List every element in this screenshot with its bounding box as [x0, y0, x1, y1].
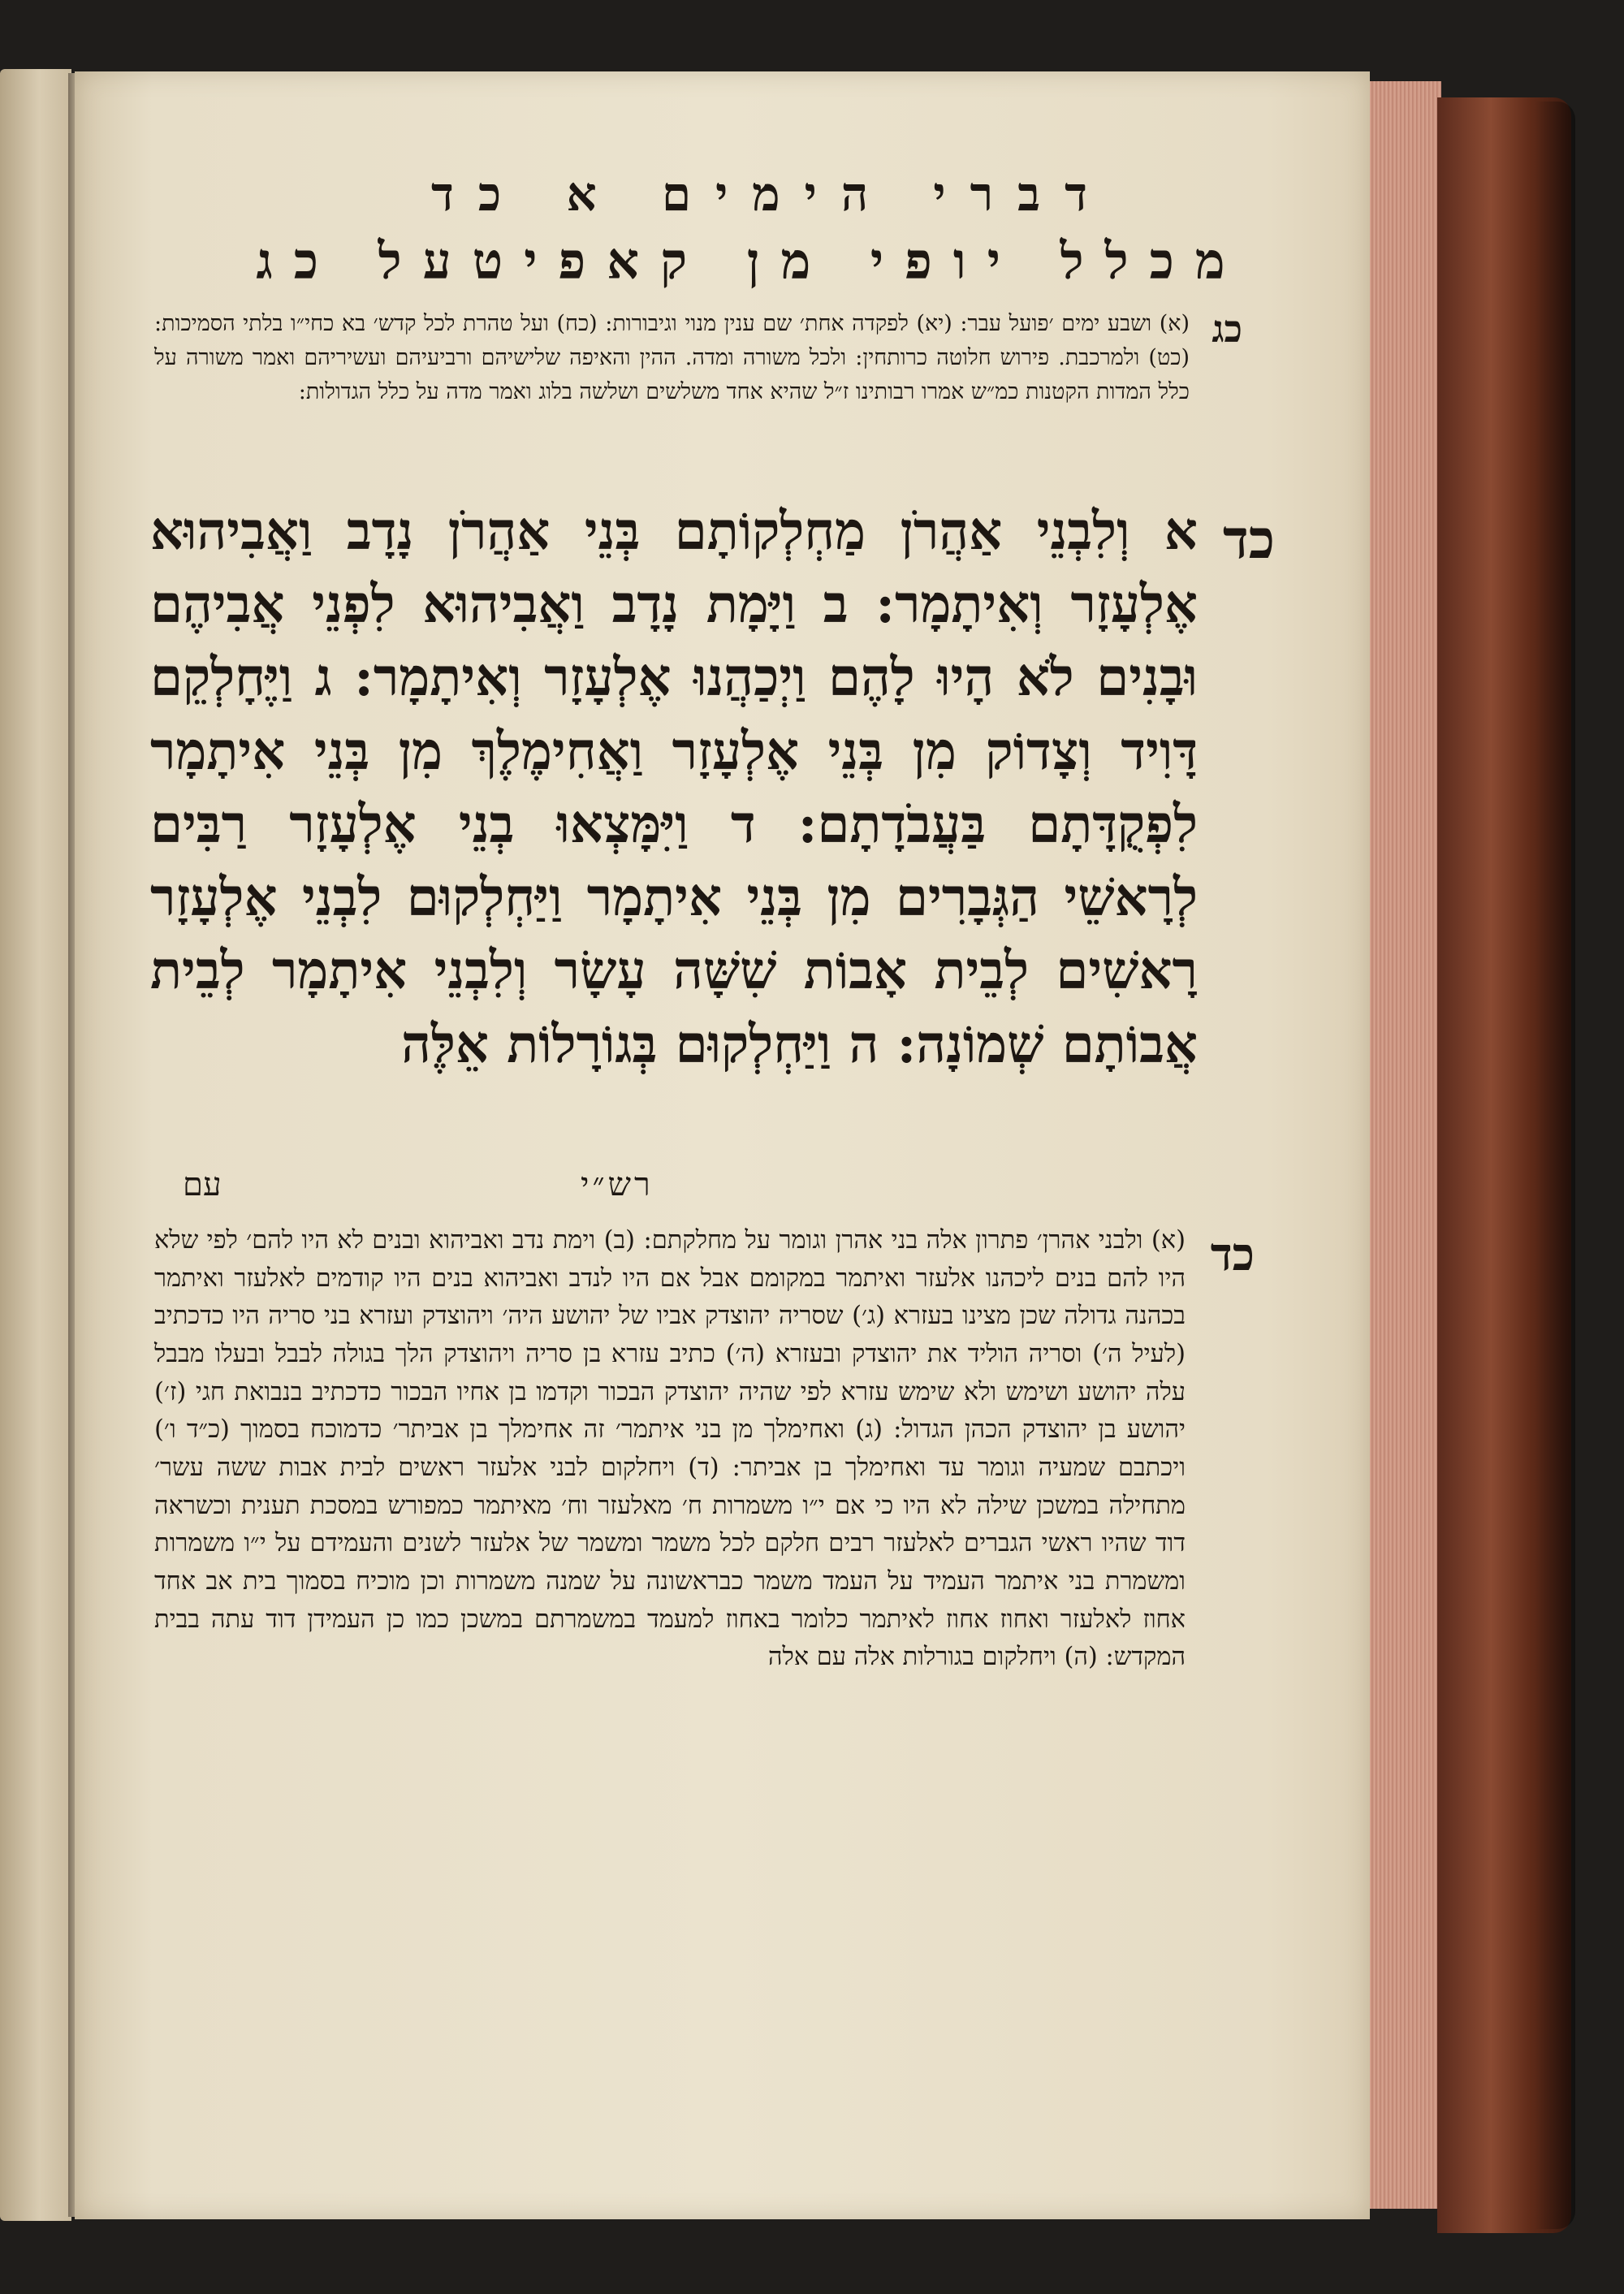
main-text: א וְלִבְנֵי אַהֲרֹן מַחְלְקוֹתָם בְּנֵי אַהֲרֹן נָדָב וַאֲבִיהוּא אֶלְעָזָר וְאִיתָמָר: ב וַיָּמָת נָדָב וַאֲבִיהוּא לִפְנֵי אֲבִיהֶם וּבָנִים לֹא הָיוּ לָהֶם וַיְכַהֲנוּ אֶלְעָזָר וְאִיתָמָר: ג וַיֶּחָלְקֵם דָּוִיד וְצָדוֹק מִן בְּנֵי אֶלְעָזָר וַאֲחִימֶלֶךְ מִן בְּנֵי אִיתָמָר לִפְקֻדָּתָם בַּעֲבֹדָתָם: ד וַיִּמָּצְאוּ בְנֵי אֶלְעָזָר רַבִּים לְרָאשֵׁי הַגְּבָרִים מִן בְּנֵי אִיתָמָר וַיַּחְלְקוּם לִבְנֵי אֶלְעָזָר רָאשִׁים לְבֵית אָבוֹת שִׁשָּׁה עָשָׂר וְלִבְנֵי אִיתָמָר לְבֵית אֲבוֹתָם שְׁמוֹנָה: ה וַיַּחְלְקוּם בְּגוֹרָלוֹת אֵלֶּה — [150, 501, 1199, 1075]
cover-shadow — [1535, 102, 1575, 2229]
rashi-heading: רש״י — [581, 1166, 654, 1203]
running-head: דברי הימים א כד — [431, 166, 1112, 222]
main-text-chapter-label: כד — [1222, 508, 1275, 571]
catchword-row — [150, 1165, 1198, 1210]
chapter-heading: מכלל יופי מן קאפיטעל כג — [256, 231, 1246, 291]
rashi-chapter-label: כד — [1210, 1228, 1255, 1281]
left-page-edge — [0, 69, 71, 2221]
page-edges — [1364, 81, 1441, 2209]
rashi-commentary: (א) ולבני אהרן׳ פתרון אלה בני אהרן וגומר על מחלקתם: (ב) וימת נדב ואביהוא ובנים לא היו להם׳ לפי שלא היו להם בנים ליכהנו אלעזר ואיתמר במקומם אבל אם היו לנדב ואביהוא בנים היו קודמים לאלעזר ואיתמר בכהנה גדולה שכן מצינו בעזרא (ג׳) שסריה יהוצדק אביו של יהושע היה׳ ויהוצדק ועזרא בני סריה היו כדכתיב (לעיל ה׳) וסריה הוליד את יהוצדק ובעזרא (ה׳) כתיב עזרא בן סריה ויהוצדק הלך בגולה לבבל ובעלו מבבל עלה יהושע ושימש ולא שימש עזרא לפי שהיה יהוצדק הבכור וקדמו בן אחיו הבכור כדכתיב בנבואת חגי (ז׳) יהושע בן יהוצדק הכהן הגדול: (ג) ואחימלך מן בני איתמר׳ זה אחימלך בן אביתר׳ כדמוכח בסמוך (כ״ד ו׳) ויכתבם שמעיה וגומר עד ואחימלך בן אביתר: (ד) ויחלקום לבני אלעזר ראשים לבית אבות ששה עשר׳ מתחילה במשכן שילה לא היו כי אם י״ו משמרות ח׳ מאלעזר וח׳ מאיתמר כמפורש במסכת תענית וכשראה דוד שהיו ראשי הגברים לאלעזר רבים חלקם לכל משמר ומשמר של אלעזר לשנים והעמידם על י״ו משמרות ומשמרת בני איתמר העמיד על העמד משמר כבראשונה על שמנה משמרות וכן מוכיח בסמוך בית אב אחד אחוז לאלעזר ואחוז אחוז לאיתמר כלומר באחוז למעמד במשמרתם במשכן כמו כן העמידן דוד עתה בבית המקדש: (ה) ויחלקום בגורלות אלה עם אלה — [154, 1226, 1186, 1672]
commentary-top-chapter-label: כג — [1212, 307, 1242, 351]
commentary-top-text: (א) ושבע ימים ׳פועל עבר: (יא) לפקדה אחת׳ שם ענין מנוי וגיבורות: (כח) ועל טהרת לכל קדש׳ בא כחי״ו בלתי הסמיכות: (כט) ולמרכבת. פירוש חלוטה כרותחין: ולכל משורה ומדה. ההין והאיפה שלישיהם ורביעיהם ועשיריהם ואמר משורה על כלל המדות הקטנות כמ״ש אמרו רבותינו ז״ל שהיא אחד משלשים ושלשה בלוג ואמר מדה על כלל הגדולות: — [154, 311, 1190, 404]
catchword: עם — [183, 1166, 222, 1203]
